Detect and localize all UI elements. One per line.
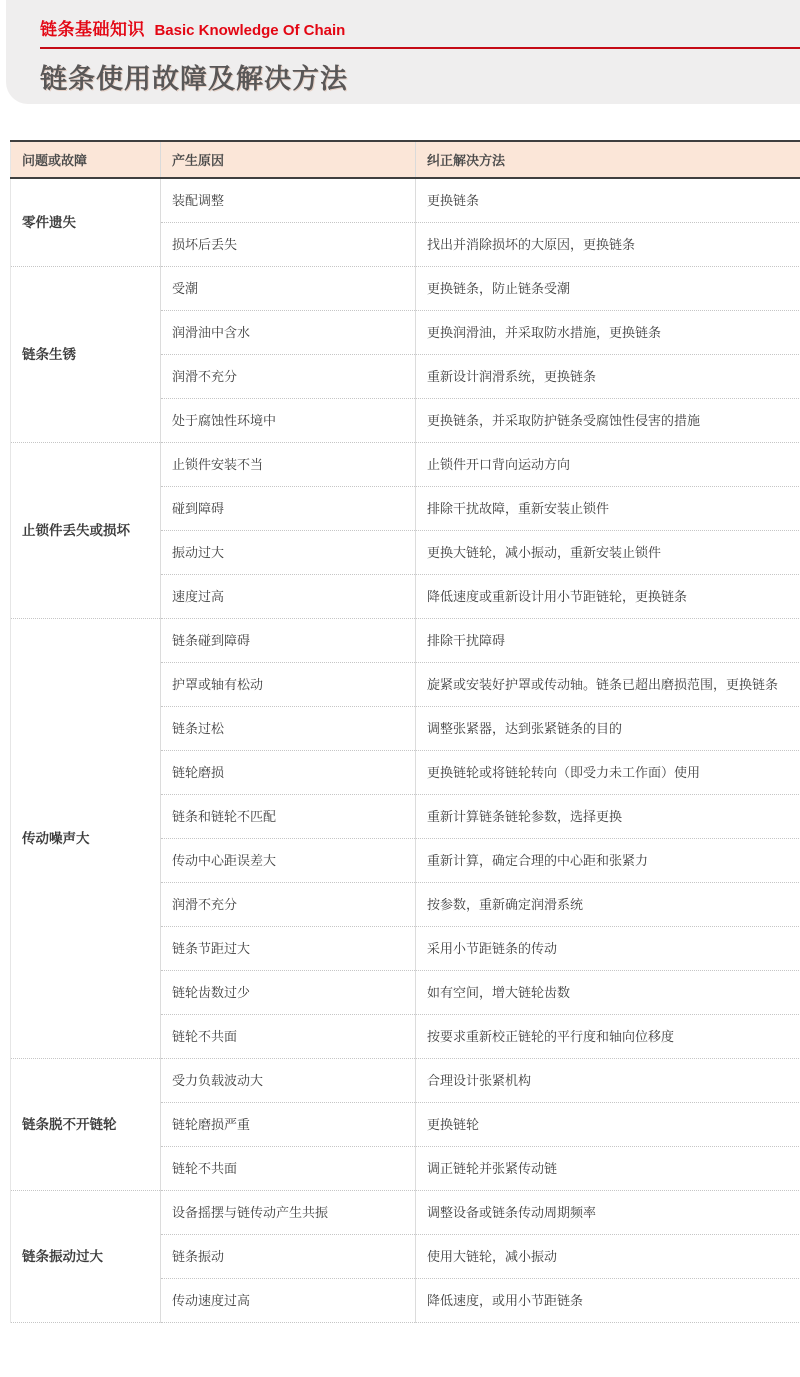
solution-cell: 如有空间，增大链轮齿数 bbox=[416, 971, 800, 1015]
solution-cell: 更换链条，防止链条受潮 bbox=[416, 267, 800, 311]
solution-cell: 降低速度，或用小节距链条 bbox=[416, 1279, 800, 1323]
solution-cell: 调正链轮并张紧传动链 bbox=[416, 1147, 800, 1191]
cause-cell: 护罩或轴有松动 bbox=[161, 663, 416, 707]
solution-cell: 更换链轮 bbox=[416, 1103, 800, 1147]
cause-cell: 传动中心距误差大 bbox=[161, 839, 416, 883]
solution-cell: 更换润滑油，并采取防水措施，更换链条 bbox=[416, 311, 800, 355]
cause-cell: 传动速度过高 bbox=[161, 1279, 416, 1323]
cause-cell: 振动过大 bbox=[161, 531, 416, 575]
cause-cell: 链轮不共面 bbox=[161, 1147, 416, 1191]
solution-cell: 止锁件开口背向运动方向 bbox=[416, 443, 800, 487]
solution-cell: 采用小节距链条的传动 bbox=[416, 927, 800, 971]
cause-cell: 链条过松 bbox=[161, 707, 416, 751]
solution-cell: 排除干扰障碍 bbox=[416, 619, 800, 663]
table-row bbox=[11, 178, 800, 223]
cause-cell: 链轮磨损 bbox=[161, 751, 416, 795]
solution-cell: 找出并消除损坏的大原因，更换链条 bbox=[416, 223, 800, 267]
cause-cell: 速度过高 bbox=[161, 575, 416, 619]
cause-cell: 链条碰到障碍 bbox=[161, 619, 416, 663]
solution-cell: 旋紧或安装好护罩或传动轴。链条已超出磨损范围，更换链条 bbox=[416, 663, 800, 707]
page-title: 链条使用故障及解决方法 bbox=[40, 64, 348, 94]
cause-cell: 设备摇摆与链传动产生共振 bbox=[161, 1191, 416, 1235]
table-row bbox=[11, 1059, 800, 1103]
cause-cell: 碰到障碍 bbox=[161, 487, 416, 531]
column-header-problem: 问题或故障 bbox=[11, 141, 161, 178]
column-header-cause: 产生原因 bbox=[161, 141, 416, 178]
problem-cell: 零件遗失 bbox=[11, 178, 161, 267]
kicker-chinese: 链条基础知识 bbox=[40, 20, 145, 39]
fault-table-header bbox=[11, 141, 800, 178]
cause-cell: 润滑不充分 bbox=[161, 883, 416, 927]
table-row bbox=[11, 619, 800, 663]
solution-cell: 按参数，重新确定润滑系统 bbox=[416, 883, 800, 927]
cause-cell: 受力负载波动大 bbox=[161, 1059, 416, 1103]
fault-table bbox=[10, 140, 800, 1323]
solution-cell: 排除干扰故障，重新安装止锁件 bbox=[416, 487, 800, 531]
cause-cell: 链轮不共面 bbox=[161, 1015, 416, 1059]
cause-cell: 链条振动 bbox=[161, 1235, 416, 1279]
cause-cell: 链轮齿数过少 bbox=[161, 971, 416, 1015]
table-row bbox=[11, 443, 800, 487]
cause-cell: 润滑不充分 bbox=[161, 355, 416, 399]
header-row bbox=[11, 141, 800, 178]
column-header-solution: 纠正解决方法 bbox=[416, 141, 800, 178]
solution-cell: 调整设备或链条传动周期频率 bbox=[416, 1191, 800, 1235]
cause-cell: 止锁件安装不当 bbox=[161, 443, 416, 487]
cause-cell: 链轮磨损严重 bbox=[161, 1103, 416, 1147]
red-divider bbox=[40, 47, 800, 49]
problem-cell: 链条振动过大 bbox=[11, 1191, 161, 1323]
fault-table-body bbox=[11, 178, 800, 1323]
solution-cell: 重新计算，确定合理的中心距和张紧力 bbox=[416, 839, 800, 883]
table-row bbox=[11, 267, 800, 311]
solution-cell: 更换链轮或将链轮转向（即受力未工作面）使用 bbox=[416, 751, 800, 795]
kicker-english: Basic Knowledge Of Chain bbox=[154, 22, 346, 39]
solution-cell: 更换链条，并采取防护链条受腐蚀性侵害的措施 bbox=[416, 399, 800, 443]
cause-cell: 受潮 bbox=[161, 267, 416, 311]
cause-cell: 处于腐蚀性环境中 bbox=[161, 399, 416, 443]
cause-cell: 链条节距过大 bbox=[161, 927, 416, 971]
solution-cell: 更换大链轮，减小振动，重新安装止锁件 bbox=[416, 531, 800, 575]
cause-cell: 装配调整 bbox=[161, 178, 416, 223]
solution-cell: 调整张紧器，达到张紧链条的目的 bbox=[416, 707, 800, 751]
problem-cell: 链条生锈 bbox=[11, 267, 161, 443]
cause-cell: 链条和链轮不匹配 bbox=[161, 795, 416, 839]
cause-cell: 润滑油中含水 bbox=[161, 311, 416, 355]
cause-cell: 损坏后丢失 bbox=[161, 223, 416, 267]
solution-cell: 更换链条 bbox=[416, 178, 800, 223]
solution-cell: 按要求重新校正链轮的平行度和轴向位移度 bbox=[416, 1015, 800, 1059]
solution-cell: 使用大链轮，减小振动 bbox=[416, 1235, 800, 1279]
problem-cell: 传动噪声大 bbox=[11, 619, 161, 1059]
solution-cell: 降低速度或重新设计用小节距链轮，更换链条 bbox=[416, 575, 800, 619]
header-card bbox=[6, 0, 800, 104]
problem-cell: 止锁件丢失或损坏 bbox=[11, 443, 161, 619]
problem-cell: 链条脱不开链轮 bbox=[11, 1059, 161, 1191]
solution-cell: 重新设计润滑系统，更换链条 bbox=[416, 355, 800, 399]
section-kicker bbox=[6, 0, 800, 42]
solution-cell: 重新计算链条链轮参数，选择更换 bbox=[416, 795, 800, 839]
solution-cell: 合理设计张紧机构 bbox=[416, 1059, 800, 1103]
table-row bbox=[11, 1191, 800, 1235]
